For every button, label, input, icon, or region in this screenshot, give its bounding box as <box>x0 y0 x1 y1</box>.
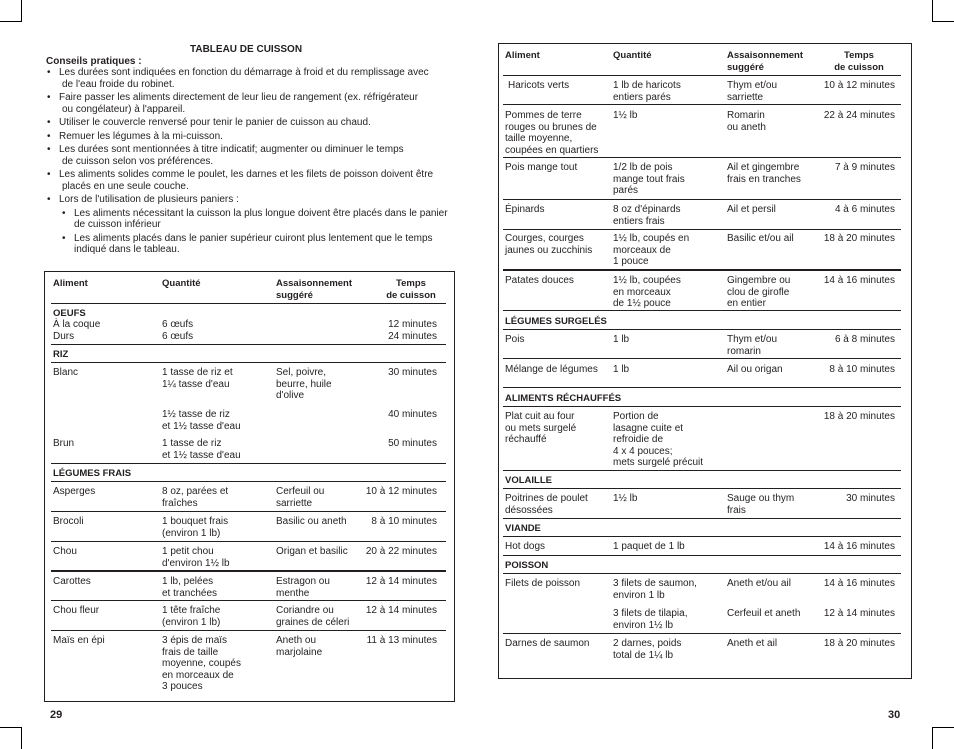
tip-subitem: • Les aliments nécessitant la cuisson la plus longue doivent être placés dans le panier de cuisson inférieur <box>61 208 456 231</box>
tip-item: • Remuer les légumes à la mi-cuisson. <box>46 131 456 143</box>
divider <box>503 555 901 556</box>
header-seasoning: Assaisonnement suggéré <box>276 278 353 301</box>
divider <box>503 310 901 311</box>
crop-mark <box>932 21 954 22</box>
divider <box>51 362 446 363</box>
divider <box>503 406 901 407</box>
divider <box>503 329 901 330</box>
divider <box>51 344 446 345</box>
header-food: Aliment <box>505 50 540 61</box>
divider <box>503 518 901 519</box>
section-poisson: POISSON <box>505 560 549 571</box>
divider <box>503 633 901 634</box>
divider <box>51 570 446 572</box>
tip-item: • Faire passer les aliments directement de leur lieu de rangement (ex. réfrigérateur ou congélateur) à l'appareil. <box>46 92 456 115</box>
cooking-table-right: Aliment Quantité Assaisonnement suggéré Temps de cuisson Haricots verts 1 lb de haricots entiers parés Thym et/ou sarriette 10 à 12 minutes Pommes de terre rouges ou brunes de taille moyenne, coupées en quartiers 1½ lb Romarin ou aneth 22 à 24 minutes Pois mange tout 1/2 lb de pois mange tout frais parés Ail et gingembre frais en tranches 7 à 9 minutes Épinards 8 oz d'épinards entiers frais Ail et persil 4 à 6 minutes Courges, courges jaunes ou zucchinis 1½ lb, coupés en morceaux de 1 pouce Basilic et/ou ail 18 à 20 minutes Patates douces 1½ lb, coupées en morceaux de 1½ pouce Gingembre ou clou de girofle en entier 14 à 16 minutes LÉGUMES SURGELÉS Pois 1 lb Thym et/ou romarin 6 à 8 minutes Mélange de légumes 1 lb Ail ou origan 8 à 10 minutes ALIMENTS RÉCHAUFFÉS Plat cuit au four ou mets surgelé réchauffé Portion de lasagne cuite et refroidie de 4 x 4 pouces; mets surgelé précuit 18 à 20 minutes VOLAILLE Poitrines de poulet désossées 1½ lb Sauge ou thym frais 30 minutes VIANDE Hot dogs 1 paquet de 1 lb 14 à 16 minutes POISSON Filets de poisson 3 filets de saumon, environ 1 lb Aneth et/ou ail 14 à 16 minutes 3 filets de tilapia, environ 1½ lb Cerfeuil et aneth 12 à 14 minutes Darnes de saumon 2 darnes, poids total de 1¼ lb Aneth et ail 18 à 20 minutes <box>498 43 912 679</box>
header-qty: Quantité <box>162 278 201 289</box>
crop-mark <box>932 727 954 728</box>
section-oeufs: OEUFS <box>53 308 86 319</box>
section-riz: RIZ <box>53 349 69 360</box>
crop-mark <box>932 727 933 749</box>
divider <box>503 536 901 537</box>
section-legumes-frais: LÉGUMES FRAIS <box>53 468 132 479</box>
divider <box>51 303 446 304</box>
tip-subitem: • Les aliments placés dans le panier supérieur cuiront plus lentement que le temps indiqué dans le tableau. <box>61 233 456 256</box>
divider <box>503 470 901 471</box>
divider <box>503 573 901 574</box>
header-time: Temps de cuisson <box>834 50 884 73</box>
header-seasoning: Assaisonnement suggéré <box>727 50 804 73</box>
cooking-table-left: Aliment Quantité Assaisonnement suggéré Temps de cuisson OEUFS À la coque 6 œufs 12 minutes Durs 6 œufs 24 minutes RIZ Blanc 1 tasse de riz et 1¼ tasse d'eau Sel, poivre, beurre, huile d'olive 30 minutes 1½ tasse de riz et 1½ tasse d'eau 40 minutes Brun 1 tasse de riz et 1½ tasse d'eau 50 minutes LÉGUMES FRAIS Asperges 8 oz, parées et fraîches Cerfeuil ou sarriette 10 à 12 minutes Brocoli 1 bouquet frais (environ 1 lb) Basilic ou aneth 8 à 10 minutes Chou 1 petit chou d'environ 1½ lb Origan et basilic 20 à 22 minutes Carottes 1 lb, pelées et tranchées Estragon ou menthe 12 à 14 minutes Chou fleur 1 tête fraîche (environ 1 lb) Coriandre ou graines de céleri 12 à 14 minutes Maïs en épi 3 épis de maïs frais de taille moyenne, coupés en morceaux de 3 pouces Aneth ou marjolaine 11 à 13 minutes <box>44 271 455 702</box>
divider <box>51 600 446 601</box>
crop-mark <box>21 0 22 22</box>
crop-mark <box>0 21 22 22</box>
divider <box>503 229 901 230</box>
section-legumes-surgeles: LÉGUMES SURGELÉS <box>505 316 607 327</box>
page-number-left: 29 <box>50 709 63 721</box>
page-title: TABLEAU DE CUISSON <box>190 44 303 55</box>
header-food: Aliment <box>53 278 88 289</box>
divider <box>51 463 446 464</box>
section-aliments-rechauffes: ALIMENTS RÉCHAUFFÉS <box>505 393 622 404</box>
tip-item: • Lors de l'utilisation de plusieurs paniers : <box>46 194 456 206</box>
tips-list <box>46 67 456 258</box>
divider <box>503 157 901 158</box>
crop-mark <box>932 0 933 22</box>
tip-item: • Les durées sont indiquées en fonction du démarrage à froid et du remplissage avec de l'eau froide du robinet. <box>46 67 456 90</box>
section-viande: VIANDE <box>505 523 541 534</box>
divider <box>503 104 901 105</box>
header-qty: Quantité <box>613 50 652 61</box>
page-number-right: 30 <box>888 709 901 721</box>
tips-heading: Conseils pratiques : <box>46 56 142 67</box>
divider <box>51 511 446 512</box>
divider <box>51 630 446 631</box>
divider <box>51 481 446 482</box>
tip-item: • Les aliments solides comme le poulet, les darnes et les filets de poisson doivent être placés en une seule couche. <box>46 169 456 192</box>
divider <box>51 541 446 542</box>
tip-item: • Les durées sont mentionnées à titre indicatif; augmenter ou diminuer le temps de cuisson selon vos préférences. <box>46 144 456 167</box>
header-time: Temps de cuisson <box>386 278 436 301</box>
divider <box>503 387 901 388</box>
divider <box>503 488 901 489</box>
tip-item: • Utiliser le couvercle renversé pour tenir le panier de cuisson au chaud. <box>46 117 456 129</box>
section-volaille: VOLAILLE <box>505 475 552 486</box>
crop-mark <box>21 727 22 749</box>
divider <box>503 269 901 271</box>
divider <box>503 75 901 76</box>
divider <box>503 199 901 200</box>
divider <box>503 358 901 359</box>
crop-mark <box>0 727 22 728</box>
